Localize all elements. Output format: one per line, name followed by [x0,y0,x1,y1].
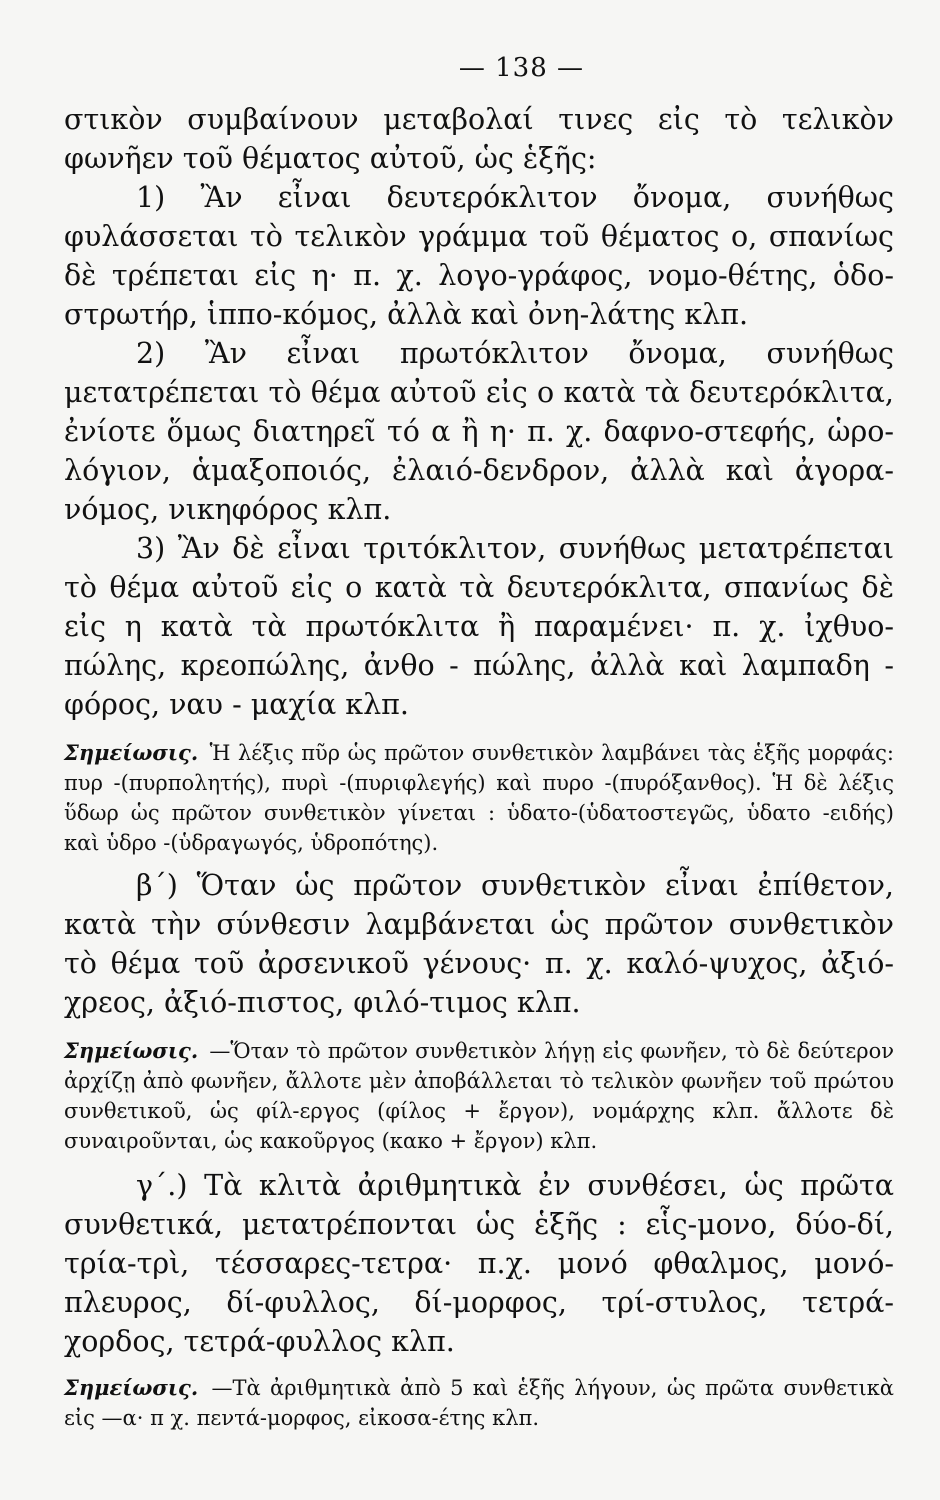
note-label: Σημείωσις. [64,1038,199,1063]
paragraph-gamma: γ΄.) Τὰ κλιτὰ ἀριθμητικὰ ἐν συνθέσει, ὡς πρῶτα συνθετικά, μετατρέπονται ὡς ἑξῆς : εἷς-μονο, δύο-δί, τρία-τρὶ, τέσσαρες-τετρα· π.χ. μονό φθαλμος, μονό-πλευρος, δί-φυλλος, δί-μορφος, τρί-στυλος, τετρά-χορδος, τετρά-φυλλος κλπ. [64,1169,894,1358]
paragraph-beta: β΄) Ὅταν ὡς πρῶτον συνθετικὸν εἶναι ἐπίθετον, κατὰ τὴν σύνθεσιν λαμβάνεται ὡς πρῶτον συνθετικὸν τὸ θέμα τοῦ ἀρσενικοῦ γένους· π. χ. καλό-ψυχος, ἀξιό-χρεος, ἀξιό-πιστος, φιλό-τιμος κλπ. [64,869,894,1019]
page-body [64,100,894,1433]
note-block-1 [64,738,894,858]
note-text: —Τὰ ἀριθμητικὰ ἀπὸ 5 καὶ ἑξῆς λήγουν, ὡς πρῶτα συνθετικὰ εἰς —α· π χ. πεντά-μορφος, εἰκοσα-έτης κλπ. [64,1376,894,1430]
paragraph-rule-3: 3) Ἂν δὲ εἶναι τριτόκλιτον, συνήθως μετατρέπεται τὸ θέμα αὐτοῦ εἰς ο κατὰ τὰ δευτερόκλιτα, σπανίως δὲ εἰς η κατὰ τὰ πρωτόκλιτα ἢ παραμένει· π. χ. ἰχθυο-πώλης, κρεοπώλης, ἀνθο - πώλης, ἀλλὰ καὶ λαμπαδη - φόρος, ναυ - μαχία κλπ. [64,532,894,721]
note-label: Σημείωσις. [64,740,199,765]
paragraph-rule-1: 1) Ἂν εἶναι δευτερόκλιτον ὄνομα, συνήθως φυλάσσεται τὸ τελικὸν γράμμα τοῦ θέματος ο, σπανίως δὲ τρέπεται εἰς η· π. χ. λογο-γράφος, νομο-θέτης, ὁδο-στρωτήρ, ἱππο-κόμος, ἀλλὰ καὶ ὀνη-λάτης κλπ. [64,181,894,331]
note-text: —Ὅταν τὸ πρῶτον συνθετικὸν λήγῃ εἰς φωνῆεν, τὸ δὲ δεύτερον ἀρχίζῃ ἀπὸ φωνῆεν, ἄλλοτε μὲν ἀποβάλλεται τὸ τελικὸν φωνῆεν τοῦ πρώτου συνθετικοῦ, ὡς φίλ-εργος (φίλος + ἔργον), νομάρχης κλπ. ἄλλοτε δὲ συναιροῦνται, ὡς κακοῦργος (κακο + ἔργον) κλπ. [64,1039,894,1153]
note-label: Σημείωσις. [64,1375,199,1400]
note-block-2 [64,1036,894,1156]
paragraph-continuation: στικὸν συμβαίνουν μεταβολαί τινες εἰς τὸ τελικὸν φωνῆεν τοῦ θέματος αὐτοῦ, ὡς ἑξῆς: [64,103,894,175]
page-number: — 138 — [458,53,584,83]
book-page [64,48,894,1433]
note-text: Ἡ λέξις πῦρ ὡς πρῶτον συνθετικὸν λαμβάνει τὰς ἑξῆς μορφάς: πυρ -(πυρπολητής), πυρὶ -(πυριφλεγής) καὶ πυρο -(πυρόξανθος). Ἡ δὲ λέξις ὕδωρ ὡς πρῶτον συνθετικὸν γίνεται : ὑδατο-(ὑδατοστεγῶς, ὑδατο -ειδής) καὶ ὑδρο -(ὑδραγωγός, ὑδροπότης). [64,741,894,855]
paragraph-rule-2: 2) Ἂν εἶναι πρωτόκλιτον ὄνομα, συνήθως μετατρέπεται τὸ θέμα αὐτοῦ εἰς ο κατὰ τὰ δευτερόκλιτα, ἐνίοτε ὅμως διατηρεῖ τό α ἢ η· π. χ. δαφνο-στεφής, ὡρο-λόγιον, ἁμαξοποιός, ἐλαιό-δενδρον, ἀλλὰ καὶ ἀγορα-νόμος, νικηφόρος κλπ. [64,337,894,526]
note-block-3 [64,1373,894,1433]
